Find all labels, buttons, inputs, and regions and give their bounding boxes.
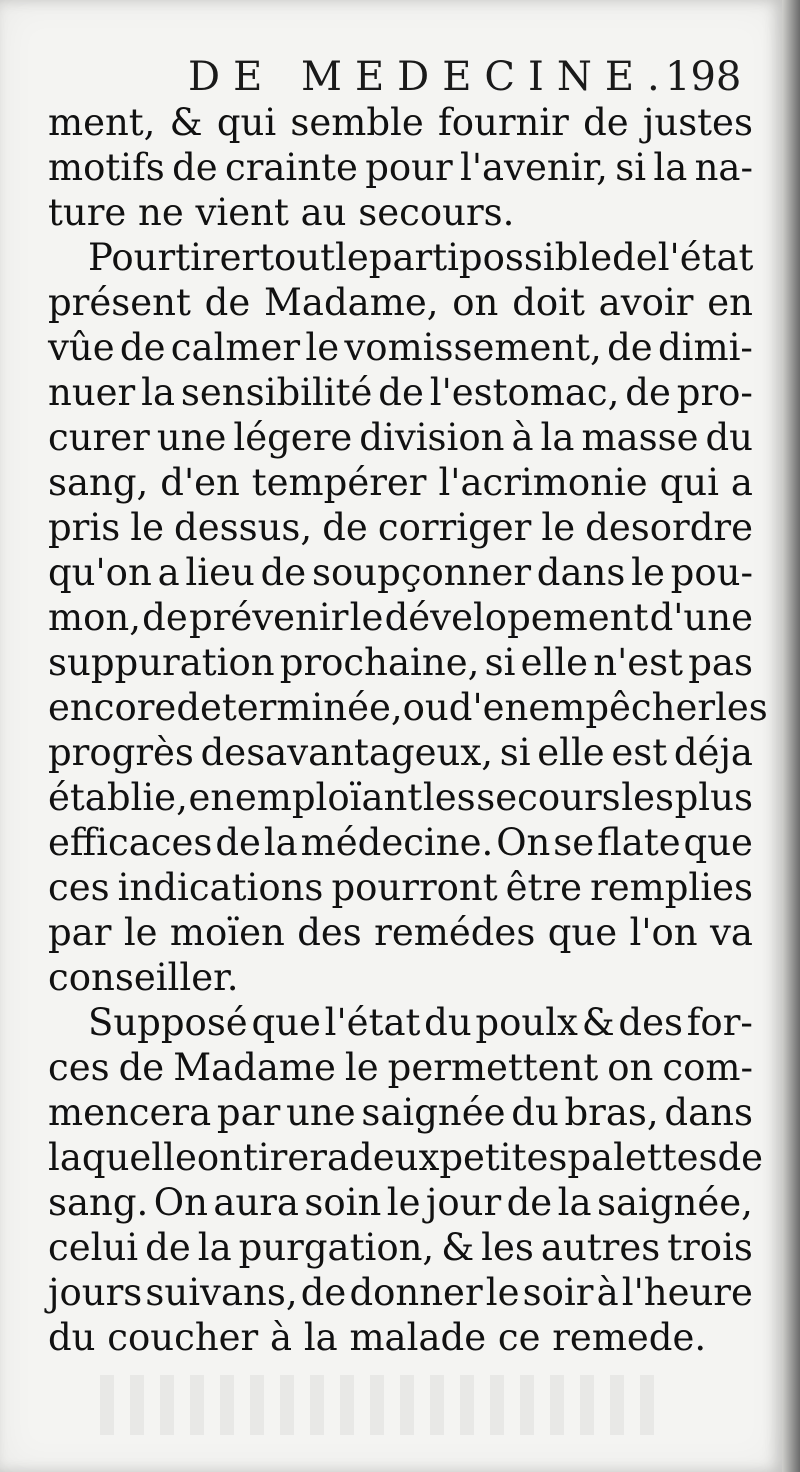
- text-line: mon, de prévenir le dévelopement d'une: [48, 596, 753, 639]
- text-line: ture ne vient au secours.: [48, 191, 515, 234]
- text-line: curer une légere division à la masse du: [48, 416, 753, 459]
- page-edge-shadow: [782, 0, 800, 1472]
- text-line: efficaces de la médecine. On se flate que: [48, 821, 753, 864]
- text-line: ces indications pourront être remplies: [48, 866, 753, 909]
- text-line: Pour tirer tout le parti possible de l'état: [88, 236, 754, 279]
- text-line: Supposé que l'état du poulx & des for-: [88, 1001, 753, 1044]
- text-line: pris le dessus, de corriger le desordre: [48, 506, 753, 549]
- text-line: nuer la sensibilité de l'estomac, de pro-: [48, 371, 753, 414]
- text-line: suppuration prochaine, si elle n'est pas: [48, 641, 753, 684]
- text-line: vûe de calmer le vomissement, de dimi-: [48, 326, 753, 369]
- bleed-through: [100, 1375, 660, 1435]
- page-number: 198: [665, 54, 742, 100]
- text-line: sang. On aura soin le jour de la saignée,: [48, 1181, 753, 1224]
- text-line: conseiller.: [48, 956, 239, 999]
- text-line: ment, & qui semble fournir de justes: [48, 101, 753, 144]
- page-header: [0, 52, 782, 102]
- text-line: celui de la purgation, & les autres trois: [48, 1226, 753, 1269]
- text-line: présent de Madame, on doit avoir en: [48, 281, 753, 324]
- body-text: [48, 100, 768, 1360]
- text-line: encore determinée, ou d'en empêcher les: [48, 686, 768, 729]
- text-line: jours suivans, de donner le soir à l'heure: [48, 1271, 753, 1314]
- text-line: mencera par une saignée du bras, dans: [48, 1091, 753, 1134]
- text-line: du coucher à la malade ce remede.: [48, 1316, 707, 1359]
- text-line: motifs de crainte pour l'avenir, si la na-: [48, 146, 753, 189]
- running-title: DE MEDECINE.: [188, 54, 673, 100]
- text-line: progrès desavantageux, si elle est déja: [48, 731, 753, 774]
- text-line: laquelle on tirera deux petites palettes de: [48, 1136, 764, 1179]
- text-line: ces de Madame le permettent on com-: [48, 1046, 753, 1089]
- text-line: qu'on a lieu de soupçonner dans le pou-: [48, 551, 753, 594]
- text-line: sang, d'en tempérer l'acrimonie qui a: [48, 461, 753, 504]
- text-line: par le moïen des remédes que l'on va: [48, 911, 753, 954]
- text-line: établie, en emploïant les secours les plus: [48, 776, 753, 819]
